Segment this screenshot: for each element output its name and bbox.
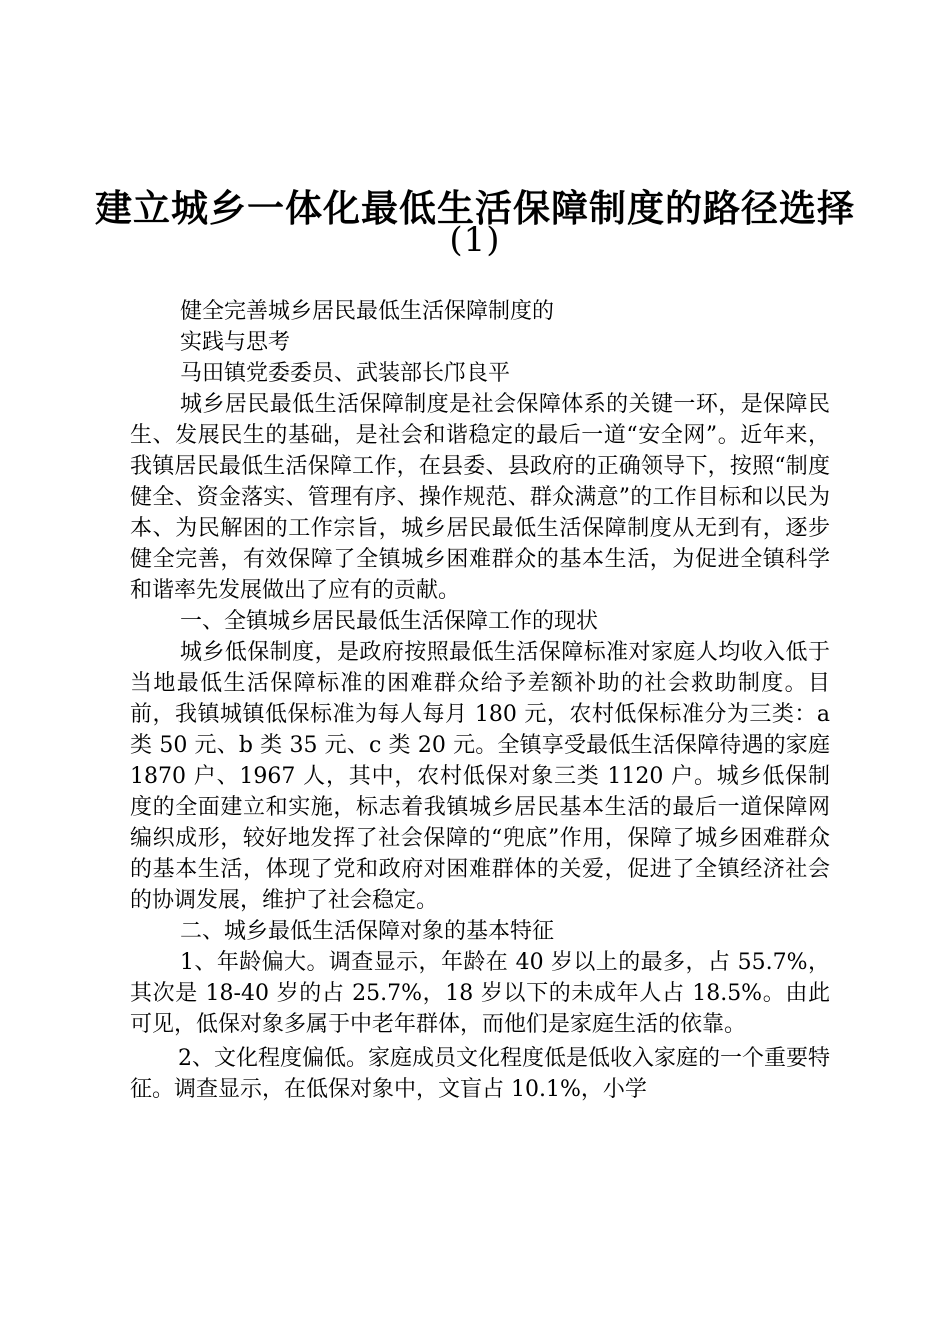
document-title-line2: (1): [449, 220, 501, 260]
paragraph-education: 2、文化程度偏低。家庭成员文化程度低是低收入家庭的一个重要特征。调查显示，在低保对象中，文盲占 10.1%，小学: [130, 1046, 830, 1102]
document-title-line1: 建立城乡一体化最低生活保障制度的路径选择: [95, 187, 855, 230]
section-heading-2: 二、城乡最低生活保障对象的基本特征: [180, 919, 555, 944]
document-body: [130, 296, 830, 1105]
subtitle-line1: 健全完善城乡居民最低生活保障制度的: [180, 299, 555, 324]
paragraph-age: 1、年龄偏大。调查显示，年龄在 40 岁以上的最多，占 55.7%，其次是 18-40 岁的占 25.7%，18 岁以下的未成年人占 18.5%。由此可见，低保对象多属于中老年群体，而他们是家庭生活的依靠。: [130, 950, 830, 1037]
author-line: 马田镇党委委员、武装部长邝良平: [180, 361, 511, 386]
subtitle-line2: 实践与思考: [180, 330, 291, 355]
section-heading-1: 一、全镇城乡居民最低生活保障工作的现状: [180, 609, 599, 634]
paragraph-intro: 城乡居民最低生活保障制度是社会保障体系的关键一环，是保障民生、发展民生的基础，是社会和谐稳定的最后一道“安全网”。近年来，我镇居民最低生活保障工作，在县委、县政府的正确领导下，按照“制度健全、资金落实、管理有序、操作规范、群众满意”的工作目标和以民为本、为民解困的工作宗旨，城乡居民最低生活保障制度从无到有，逐步健全完善，有效保障了全镇城乡困难群众的基本生活，为促进全镇科学和谐率先发展做出了应有的贡献。: [130, 392, 830, 603]
paragraph-status: 城乡低保制度，是政府按照最低生活保障标准对家庭人均收入低于当地最低生活保障标准的困难群众给予差额补助的社会救助制度。目前，我镇城镇低保标准为每人每月 180 元，农村低保标准分为三类：a 类 50 元、b 类 35 元、c 类 20 元。全镇享受最低生活保障待遇的家庭 1870 户、1967 人，其中，农村低保对象三类 1120 户。城乡低保制度的全面建立和实施，标志着我镇城乡居民基本生活的最后一道保障网编织成形，较好地发挥了社会保障的“兜底”作用，保障了城乡困难群众的基本生活，体现了党和政府对困难群体的关爱，促进了全镇经济社会的协调发展，维护了社会稳定。: [130, 640, 830, 913]
